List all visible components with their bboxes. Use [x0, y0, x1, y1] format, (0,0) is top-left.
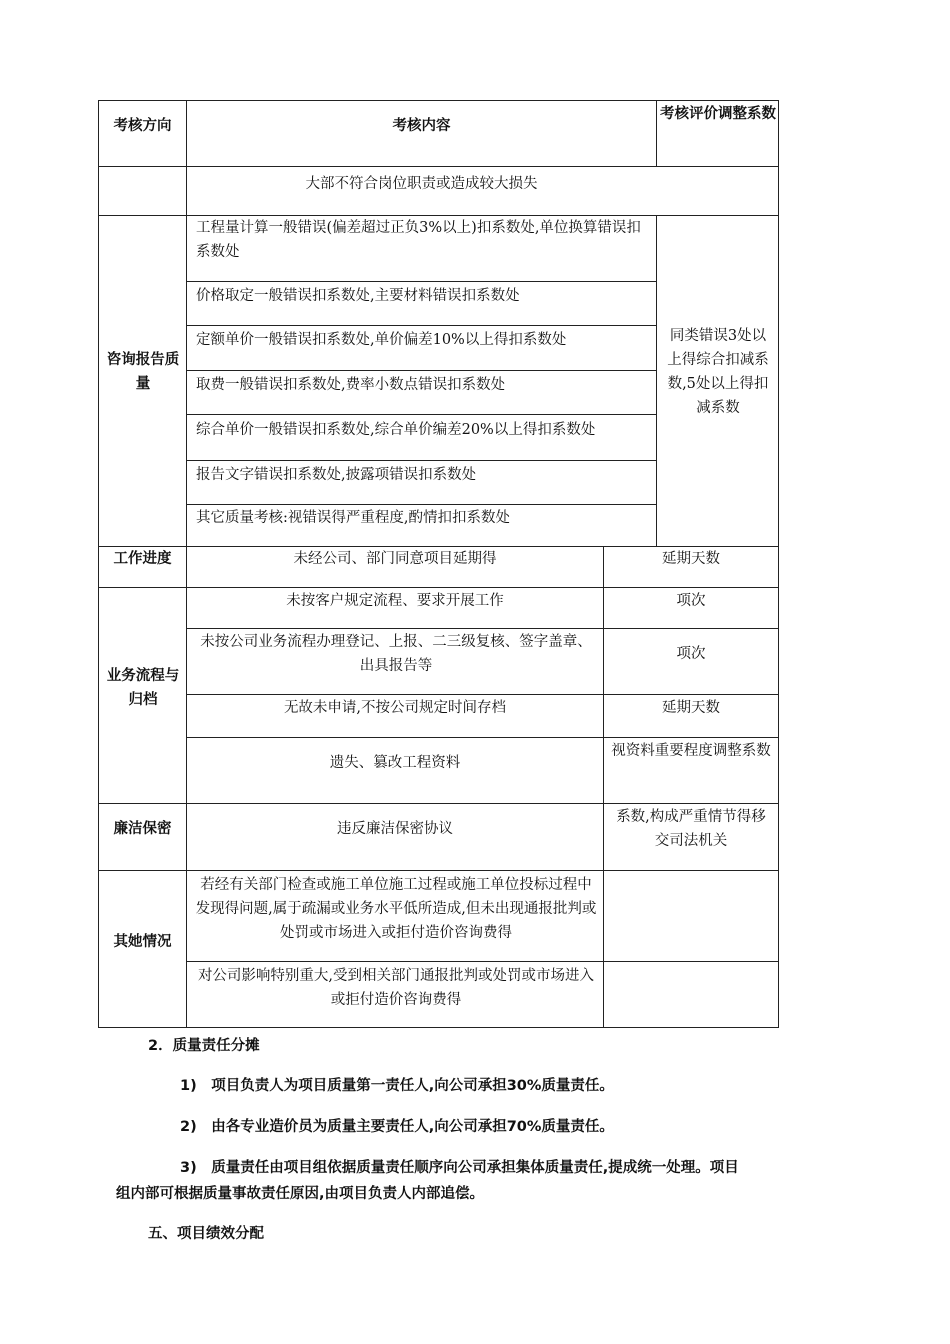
- row-text: 对公司影响特别重大,受到相关部门通报批判或处罚或市场进入或拒付造价咨询费得: [197, 968, 595, 1008]
- measure-cell: [603, 870, 779, 962]
- measure-text: 系数,构成严重情节得移交司法机关: [616, 809, 766, 849]
- row-text: 违反廉洁保密协议: [337, 821, 453, 837]
- carryover-content: 大部不符合岗位职责或造成较大损失: [305, 176, 538, 192]
- carryover-category-cell: [98, 166, 187, 216]
- measure-text: 延期天数: [662, 551, 720, 567]
- row-text: 未按客户规定流程、要求开展工作: [286, 593, 504, 609]
- section-heading-performance: 五、项目绩效分配: [148, 1226, 264, 1242]
- header-coefficient: 考核评价调整系数: [660, 106, 776, 122]
- row-text: 定额单价一般错误扣系数处,单价偏差10%以上得扣系数处: [196, 332, 567, 348]
- category-label: 业务流程与归档: [106, 668, 180, 708]
- row-text: 价格取定一般错误扣系数处,主要材料错误扣系数处: [196, 288, 520, 304]
- paragraph-item-2: 2) 由各专业造价员为质量主要责任人,向公司承担70%质量责任。: [180, 1119, 614, 1135]
- measure-text: 视资料重要程度调整系数: [611, 743, 771, 759]
- category-label: 工作进度: [113, 551, 172, 567]
- row-text: 未经公司、部门同意项目延期得: [293, 551, 497, 567]
- row-text: 若经有关部门检查或施工单位施工过程或施工单位投标过程中发现得问题,属于疏漏或业务水平低所造成,但未出现通报批判或处罚或市场进入或拒付造价咨询费得: [195, 877, 597, 941]
- category-label: 咨询报告质量: [106, 352, 180, 392]
- measure-cell: [603, 961, 779, 1028]
- measure-text: 项次: [676, 593, 706, 609]
- row-text: 工程量计算一般错误(偏差超过正负3%以上)扣系数处,单位换算错误扣系数处: [196, 220, 641, 260]
- row-text: 综合单价一般错误扣系数处,综合单价编差20%以上得扣系数处: [196, 422, 596, 438]
- paragraph-item-3-line-2: 组内部可根据质量事故责任原因,由项目负责人内部追偿。: [116, 1186, 485, 1202]
- paragraph-item-1: 1) 项目负责人为项目质量第一责任人,向公司承担30%质量责任。: [180, 1078, 614, 1094]
- measure-text: 延期天数: [662, 700, 720, 716]
- measure-text: 项次: [676, 646, 706, 662]
- row-text: 取费一般错误扣系数处,费率小数点错误扣系数处: [196, 377, 506, 393]
- row-text: 其它质量考核:视错误得严重程度,酌情扣扣系数处: [196, 510, 510, 526]
- row-text: 未按公司业务流程办理登记、上报、二三级复核、签字盖章、出具报告等: [200, 634, 592, 674]
- header-content: 考核内容: [392, 118, 451, 134]
- paragraph-item-3-line-1: 3) 质量责任由项目组依据质量责任顺序向公司承担集体质量责任,提成统一处理。项目: [180, 1160, 739, 1176]
- category-label: 其她情况: [113, 934, 172, 950]
- section-heading-quality-responsibility: 2．质量责任分摊: [148, 1038, 260, 1054]
- coefficient-note: 同类错误3处以上得综合扣减系数,5处以上得扣减系数: [667, 328, 769, 416]
- row-text: 遗失、篡改工程资料: [329, 755, 461, 771]
- row-text: 无故未申请,不按公司规定时间存档: [283, 700, 507, 716]
- header-direction: 考核方向: [113, 118, 172, 134]
- row-text: 报告文字错误扣系数处,披露项错误扣系数处: [196, 467, 477, 483]
- category-label: 廉洁保密: [113, 821, 172, 837]
